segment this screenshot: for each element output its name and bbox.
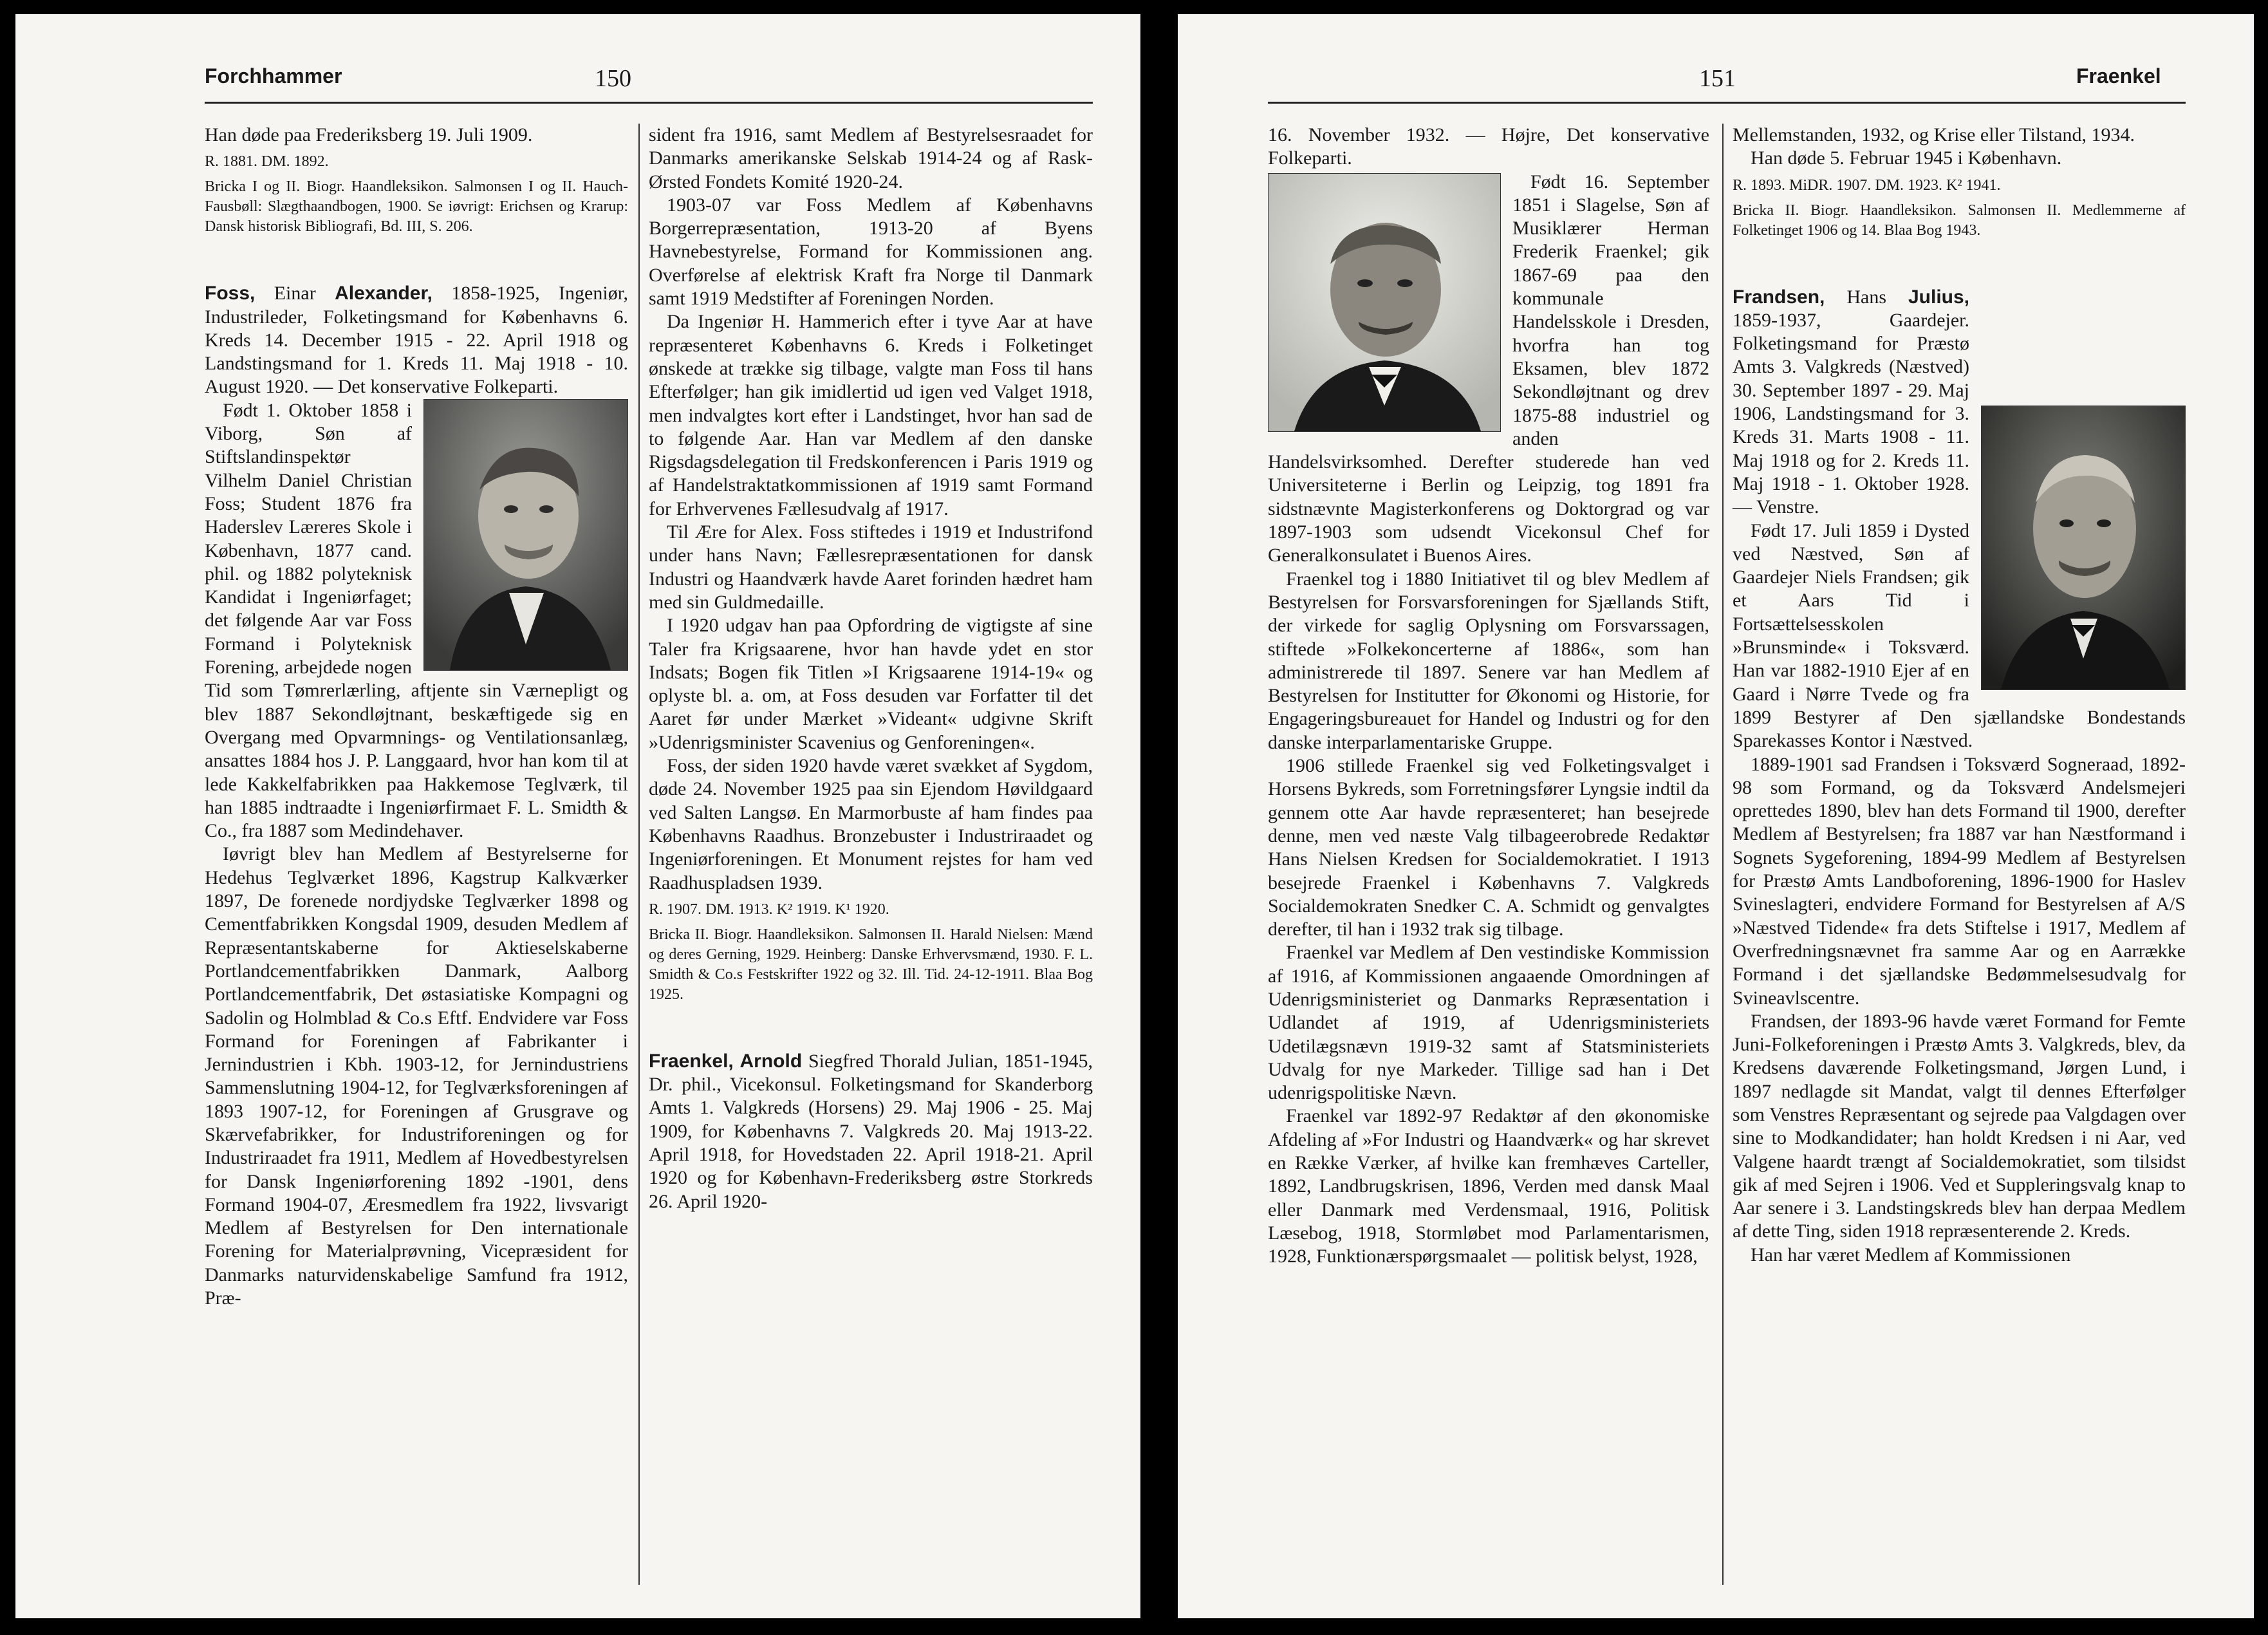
column-2 xyxy=(1733,124,2186,1267)
entry-fraenkel-bio: Født 16. September 1851 i Slagelse, Søn af Musiklærer Herman Frederik Fraenkel; gik 1867-69 paa den kommunale Handelsskole i Dresden, hvorfra han tog Eksamen, blev 1872 Sekondløjtnant og drev 1875-88 industriel og anden Handelsvirksomhed. Derefter studerede han ved Universiteterne i Berlin og Leipzig, tog 1891 fra sidstnævnte Magisterkonferens og Doktorgrad og var 1897-1903 som udsendt Vicekonsul Chef for Generalkonsulatet i Buenos Aires. xyxy=(1268,171,1709,566)
entry-foss-paragraph-5: Til Ære for Alex. Foss stiftedes i 1919 et Industrifond under hans Navn; Fællesrepræsentationen for dansk Industri og Haandværk havde Aaret forinden hædret ham med sin Guldmedaille. xyxy=(649,521,1093,613)
left-page xyxy=(15,14,1140,1618)
entry-called-name: Alexander, xyxy=(335,283,432,304)
page-number: 151 xyxy=(1699,65,1736,92)
column-1 xyxy=(205,124,628,1310)
entry-foss-bio: Født 1. Oktober 1858 i Viborg, Søn af Stiftslandinspektør Vilhelm Daniel Christian Foss; Student 1876 fra Haderslev Læreres Skole i København, 1877 cand. phil. og 1882 polyteknisk Kandidat i Ingeniørfaget; det følgende Aar var Foss Formand i Polyteknisk Forening, arbejdede nogen Tid som Tømrerlærling, aftjente sin Værnepligt og blev 1887 Sekondløjtnant, beskæftigede sig en Overgang med Opvarmnings- og Ventilationsanlæg, ansattes 1884 hos J. P. Langgaard, hvor han kom til at lede Kakkelfabrikken paa Hakkemose Teglværk, til han 1885 indtraadte i Ingeniørfirmaet F. L. Smidth & Co., fra 1887 som Medindehaver. xyxy=(205,399,628,842)
entry-foss-continued: sident fra 1916, samt Medlem af Bestyrelsesraadet for Danmarks amerikanske Selskab 1914-24 og af Rask-Ørsted Fondets Komité 1920-24. xyxy=(649,124,1093,192)
entry-foss-paragraph-6: I 1920 udgav han paa Opfordring de vigtigste af sine Taler fra Krigsaarene, hvor han havde ydet en stor Indsats; Bogen fik Titlen »I Krigsaarene 1914-19« og oplyste bl. a. om, at Foss desuden var Forfatter til det Aaret før under Mærket »Videant« udgivne Skrift »Udenrigsminister Scavenius og Genforeningen«. xyxy=(649,615,1093,753)
header-rule xyxy=(1268,102,2186,104)
entry-fraenkel-paragraph-4: Fraenkel var Medlem af Den vestindiske Kommission af 1916, af Kommissionen angaaende Omordningen af Udenrigsministeriet og Danmarks Repræsentation i Udlandet af 1919, af Udenrigsministeriets Udetilægsnævn 1919-32 samt af Statsministeriets Udvalg for nye Markeder. Tillige sad han i Det udenrigspolitiske Nævn. xyxy=(1268,942,1709,1104)
entry-fraenkel-paragraph-5: Fraenkel var 1892-97 Redaktør af den økonomiske Afdeling af »For Industri og Haandværk« og har skrevet en Række Værker, af hvilke kan fremhæves Carteller, 1892, Landbrugskrisen, 1896, Verden med dansk Maal eller Danmark med Verdensmaal, 1916, Politisk Læsebog, 1918, Stormløbet mod Parlamentarismen, 1928, Funktionærspørgsmaalet — politisk belyst, 1928, xyxy=(1268,1105,1709,1267)
portrait-foss xyxy=(423,399,628,671)
column-1 xyxy=(1268,124,1709,1269)
entry-frandsen-bio: Født 17. Juli 1859 i Dysted ved Næstved, Søn af Gaardejer Niels Frandsen; gik et Aars Tid i Fortsættelsesskolen »Brunsminde« i Toksværd. Han var 1882-1910 Ejer af en Gaard i Nørre Tvede og fra 1899 Bestyrer af Den sjællandske Bondestands Sparekasses Kontor i Næstved. xyxy=(1733,519,2186,752)
column-divider xyxy=(638,124,640,1585)
header-rule xyxy=(205,102,1093,104)
entry-gap xyxy=(1733,241,2186,286)
entry-frandsen-paragraph-2: 1889-1901 sad Frandsen i Toksværd Sogneraad, 1892-98 som Formand, og da Toksværd Andelsmejeri oprettedes 1890, blev han dets Formand til 1900, derefter Medlem af Bestyrelsen; fra 1887 var han Næstformand i Sognets Sygeforening, 1894-99 Medlem af Bestyrelsen for Præstø Amts Landboforening, 1896-1900 for Haslev Svineslagteri, endvidere Formand for Bestyrelsen af A/S »Næstved Tidende« fra dets Stiftelse i 1917, Medlem af Overfredningsnævnet fra samme Aar og en Aarrække Formand i det sjællandske Bedømmelsesudvalg for Svineavlscentre. xyxy=(1733,753,2186,1009)
entry-first-name: Hans xyxy=(1846,286,1886,308)
references: Bricka I og II. Biogr. Haandleksikon. Salmonsen I og II. Hauch-Fausbøll: Slægthaandbogen, 1900. Se iøvrigt: Erichsen og Krarup: Dansk historisk Bibliografi, Bd. III, S. 206. xyxy=(205,178,628,236)
entry-fraenkel-paragraph-2: Fraenkel tog i 1880 Initiativet til og blev Medlem af Bestyrelsen for Forsvarsforeningen for Sjællands Stift, der virkede for saglig Oplysning om Forsvarssagen, stiftede »Folkekoncerterne af 1886«, som han administrerede til 1897. Senere var han Medlem af Bestyrelsen for Institutter for Økonomi og Historie, for Engageringsbureauet for Handel og Industri og for den danske interparlamentariske Gruppe. xyxy=(1268,568,1709,753)
running-header-name: Forchhammer xyxy=(205,64,342,88)
entry-name: Fraenkel, xyxy=(649,1050,734,1072)
entry-foss-paragraph-3: 1903-07 var Foss Medlem af Københavns Borgerrepræsentation, 1913-20 af Byens Havnebestyrelse, Formand for Kommissionen ang. Overførelse af elektrisk Kraft fra Norge til Danmark samt 1919 Medstifter af Foreningen Norden. xyxy=(649,194,1093,310)
death-line: Han døde paa Frederiksberg 19. Juli 1909. xyxy=(205,124,533,145)
entry-gap xyxy=(205,237,628,282)
entry-name: Foss, xyxy=(205,283,256,304)
decorations-line: R. 1907. DM. 1913. K² 1919. K¹ 1920. xyxy=(649,901,889,918)
entry-foss-paragraph-7: Foss, der siden 1920 havde været svækket af Sygdom, døde 24. November 1925 paa sin Ejendom Høvildgaard ved Salten Langsø. En Marmorbuste af ham findes paa Københavns Raadhus. Bronzebuster i Industriraadet og Ingeniørforeningen. Et Monument rejstes for ham ved Raadhuspladsen 1939. xyxy=(649,755,1093,893)
entry-gap xyxy=(649,1005,1093,1050)
references: Bricka II. Biogr. Haandleksikon. Salmonsen II. Harald Nielsen: Mænd og deres Gerning, 1929. Heinberg: Danske Erhvervsmænd, 1930. F. L. Smidth & Co.s Festskrifter 1922 og 32. Ill. Tid. 24-12-1911. Blaa Bog 1925. xyxy=(649,926,1093,1003)
references: Bricka II. Biogr. Haandleksikon. Salmonsen II. Medlemmerne af Folketinget 1906 og 14. Blaa Bog 1943. xyxy=(1733,201,2186,239)
portrait-fraenkel xyxy=(1268,173,1501,432)
entry-foss-paragraph-2: Iøvrigt blev han Medlem af Bestyrelserne for Hedehus Teglværket 1896, Kagstrup Kalkværker 1897, De forenede nordjydske Teglværker 1898 og Cementfabrikken Kongsdal 1909, desuden Medlem af Repræsentantskaberne for Aktieselskaberne Portlandcementfabrikken Danmark, Aalborg Portlandcementfabrik, Det østasiatiske Kompagni og Sadolin og Holmblad & Co.s Eftf. Endvidere var Foss Formand for Foreningen af Fabrikanter i Jernindustrien i Kbh. 1903-12, for Jernindustriens Sammenslutning 1904-12, for Teglværksforeningen af 1893 1907-12, for Foreningen af Grusgrave og Skærvefabrikker, for Industriforeningen og for Industriraadet fra 1911, Medlem af Hovedbestyrelsen for Dansk Ingeniørforening 1892 -1901, dens Formand 1904-07, Æresmedlem fra 1922, livsvarigt Medlem af Bestyrelsen for Den internationale Forening for Materialprøvning, Vicepræsident for Danmarks naturvidenskabelige Samfund fra 1912, Præ- xyxy=(205,843,628,1309)
death-line: Han døde 5. Februar 1945 i København. xyxy=(1751,147,2062,169)
running-header-name: Fraenkel xyxy=(2076,64,2161,88)
entry-intro-text: Siegfred Thorald Julian, 1851-1945, Dr. phil., Vicekonsul. Folketingsmand for Skanderborg Amts 1. Valgkreds (Horsens) 29. Maj 1906 - 25. Maj 1909, for Københavns 7. Valgkreds 20. Maj 1913-22. April 1918, for Hovedstaden 22. April 1918-21. April 1920 og for København-Frederiksberg østre Storkreds 26. April 1920- xyxy=(649,1050,1093,1212)
entry-intro-text: 1859-1937, Gaardejer. Folketingsmand for Præstø Amts 3. Valgkreds (Næstved) 30. September 1897 - 29. Maj 1906, Landstingsmand for 3. Kreds 31. Marts 1908 - 11. Maj 1918 og for 2. Kreds 11. Maj 1918 - 1. Oktober 1928. — Venstre. xyxy=(1733,309,1969,518)
decorations-line: R. 1893. MiDR. 1907. DM. 1923. K² 1941. xyxy=(1733,176,2001,194)
entry-foss-paragraph-4: Da Ingeniør H. Hammerich efter i tyve Aar at have repræsenteret Københavns 6. Kreds i Folketinget ønskede at trække sig tilbage, valgte man Foss til hans Efterfølger; han gik imidlertid ud igen ved Valget 1918, men indvalgtes kort efter i Landstinget, hvor han sad de to følgende Aar. Han var Medlem af den danske Rigsdagsdelegation til Fredskonferencen i Paris 1919 og af Handelstraktatkommissionen af 1919 samt Formand for Erhvervenes Fællesudvalg af 1917. xyxy=(649,311,1093,519)
column-divider xyxy=(1722,124,1724,1585)
entry-frandsen-paragraph-4: Han har været Medlem af Kommissionen xyxy=(1751,1244,2071,1266)
column-2 xyxy=(649,124,1093,1213)
entry-name: Frandsen, xyxy=(1733,286,1825,308)
page-number: 150 xyxy=(595,65,631,92)
entry-fraenkel-intro xyxy=(649,1050,1093,1213)
entry-called-name: Arnold xyxy=(739,1050,803,1072)
entry-fraenkel-continued: 16. November 1932. — Højre, Det konservative Folkeparti. xyxy=(1268,124,1709,169)
portrait-frandsen xyxy=(1981,406,2186,690)
entry-foss-intro xyxy=(205,282,628,398)
decorations-line: R. 1881. DM. 1892. xyxy=(205,153,329,171)
entry-fraenkel-continued: Mellemstanden, 1932, og Krise eller Tilstand, 1934. xyxy=(1733,124,2135,145)
entry-intro-text: 1858-1925, Ingeniør, Industrileder, Folketingsmand for Københavns 6. Kreds 14. December 1915 - 22. April 1918 og Landstingsmand for 1. Kreds 11. Maj 1918 - 10. August 1920. — Det konservative Folkeparti. xyxy=(205,283,628,398)
right-page xyxy=(1178,14,2254,1618)
entry-called-name: Julius, xyxy=(1908,286,1969,308)
entry-fraenkel-paragraph-3: 1906 stillede Fraenkel sig ved Folketingsvalget i Horsens Bykreds, som Forretningsfører Lyngsie indtil da gennem otte Aar havde repræsenteret; han besejrede denne, men ved næste Valg tilbageerobrede Redaktør Hans Nielsen Kredsen for Socialdemokratiet. I 1913 besejrede Fraenkel i Københavns 7. Valgkreds Socialdemokraten Snedker C. A. Schmidt og genvalgtes derefter, til han i 1932 trak sig tilbage. xyxy=(1268,755,1709,940)
entry-first-name: Einar xyxy=(274,283,316,304)
entry-frandsen-paragraph-3: Frandsen, der 1893-96 havde været Formand for Femte Juni-Folkeforeningen i Præstø Amts 3. Valgkreds, blev, da Kredsens daværende Folketingsmand, Jørgen Lund, i 1897 nedlagde sit Mandat, valgt til dennes Efterfølger som Venstres Repræsentant og sejrede paa Valgdagen over sine to Modkandidater; han holdt Kredsen i ni Aar, ved Valgene haardt trængt af Socialdemokratiet, som tilsidst gik af med Sejren i 1906. Ved et Suppleringsvalg knap to Aar senere i 3. Landstingskreds blev han derpaa Medlem af dette Ting, siden 1918 repræsenterende 2. Kreds. xyxy=(1733,1010,2186,1242)
